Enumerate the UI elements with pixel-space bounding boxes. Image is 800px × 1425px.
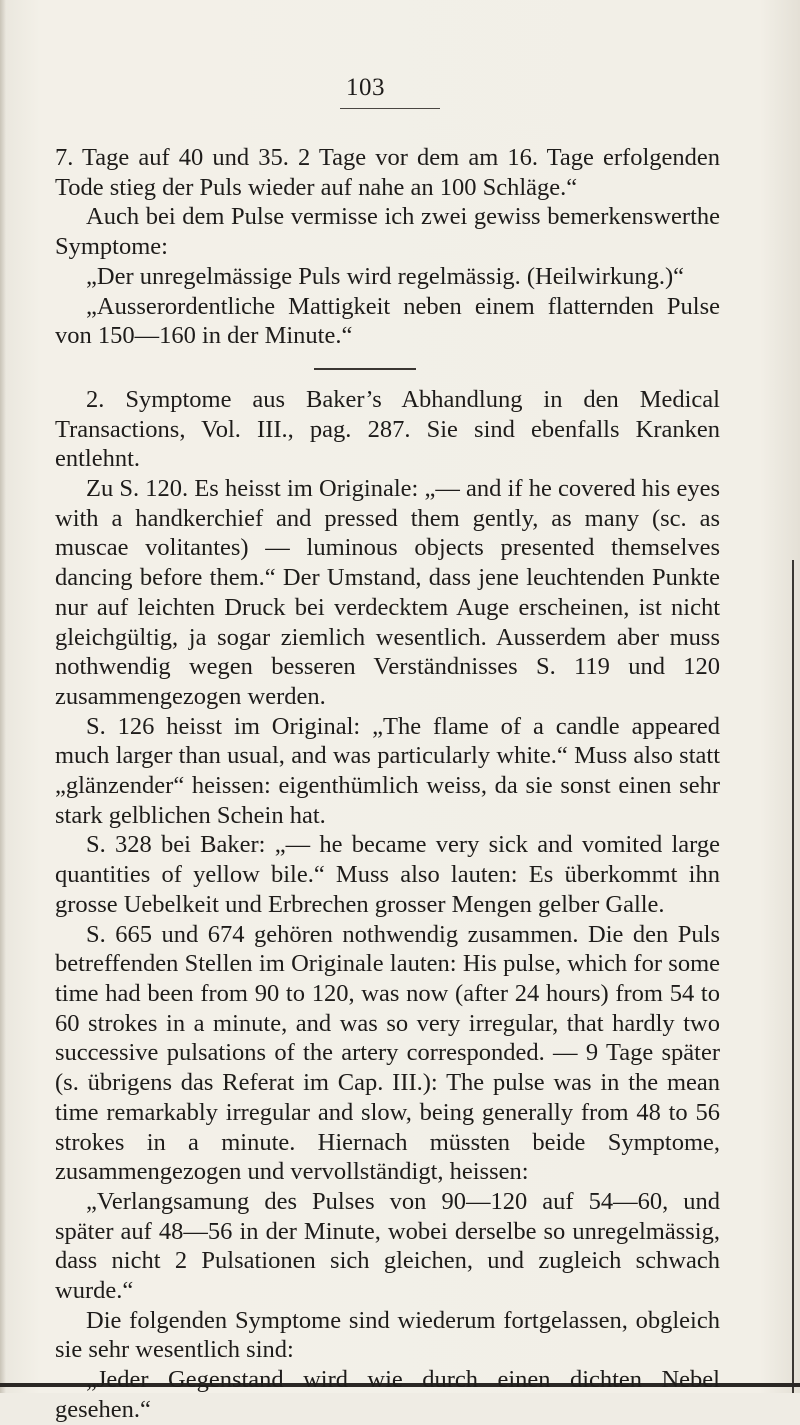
page-number-underline xyxy=(340,108,440,109)
section-divider xyxy=(314,368,416,370)
paragraph-s328: S. 328 bei Baker: „— he became very sick and vomited large quantities of yellow bile.“ Muss also lauten: Es überkommt ihn grosse Uebelkeit und Erbrechen grosser Mengen gelber Galle. xyxy=(55,831,720,918)
page-edge-shadow xyxy=(0,0,6,1393)
paragraph-omitted-symptoms: Die folgenden Symptome sind wiederum fortgelassen, obgleich sie sehr wesentlich sind: xyxy=(55,1306,720,1364)
section-2-heading-paragraph: 2. Symptome aus Baker’s Abhandlung in den Medical Transactions, Vol. III., pag. 287. Sie sind ebenfalls Kranken entlehnt. xyxy=(55,385,720,473)
quote-irregular-pulse: „Der unregelmässige Puls wird regelmässig. (Heilwirkung.)“ xyxy=(86,262,685,290)
quote-slowing-pulse: „Verlangsamung des Pulses von 90—120 auf 54—60, und später auf 48—56 in der Minute, wobei derselbe so unregelmässig, dass nicht 2 Pulsationen sich gleichen, und zugleich schwach wurde.“ xyxy=(55,1187,720,1305)
right-margin-rule xyxy=(792,560,794,1393)
page-body xyxy=(55,143,720,1425)
paragraph-s126: S. 126 heisst im Original: „The flame of a candle appeared much larger than usual, and was particularly white.“ Muss also statt „glänzender“ heissen: eigenthümlich weiss, da sie sonst einen sehr stark gelblichen Schein hat. xyxy=(55,712,720,829)
paragraph-s665: S. 665 und 674 gehören nothwendig zusammen. Die den Puls betreffenden Stellen im Originale lauten: His pulse, which for some time had been from 90 to 120, was now (after 24 hours) from 54 to 60 strokes in a minute, and was so very irregular, that hardly two successive pulsations of the artery corresponded. — 9 Tage später (s. übrigens das Referat im Cap. III.): The pulse was in the mean time remarkably irregular and slow, being generally from 48 to 56 strokes in a minute. Hiernach müssten beide Symptome, zusammengezogen und vervollständigt, heissen: xyxy=(55,920,720,1186)
quote-fatigue: „Ausserordentliche Mattigkeit neben einem flatternden Pulse von 150—160 in der Minute.“ xyxy=(55,292,720,350)
paragraph-pulse-symptoms: Auch bei dem Pulse vermisse ich zwei gewiss bemerkenswerthe Symptome: xyxy=(55,203,720,261)
quote-fog: „Jeder Gegenstand wird wie durch einen dichten Nebel gesehen.“ xyxy=(55,1366,720,1423)
page-number: 103 xyxy=(346,74,385,101)
paragraph-day-7: 7. Tage auf 40 und 35. 2 Tage vor dem am 16. Tage erfolgenden Tode stieg der Puls wieder auf nahe an 100 Schläge.“ xyxy=(55,144,720,201)
paragraph-s120: Zu S. 120. Es heisst im Originale: „— and if he covered his eyes with a handkerchief and pressed them gently, as many (sc. as muscae volitantes) — luminous objects presented themselves dancing before them.“ Der Umstand, dass jene leuchtenden Punkte nur auf leichten Druck bei verdecktem Auge erscheinen, ist nicht gleichgültig, ja sogar ziemlich wesentlich. Ausserdem aber muss nothwendig wegen besseren Verständnisses S. 119 und 120 zusammengezogen werden. xyxy=(55,475,720,710)
